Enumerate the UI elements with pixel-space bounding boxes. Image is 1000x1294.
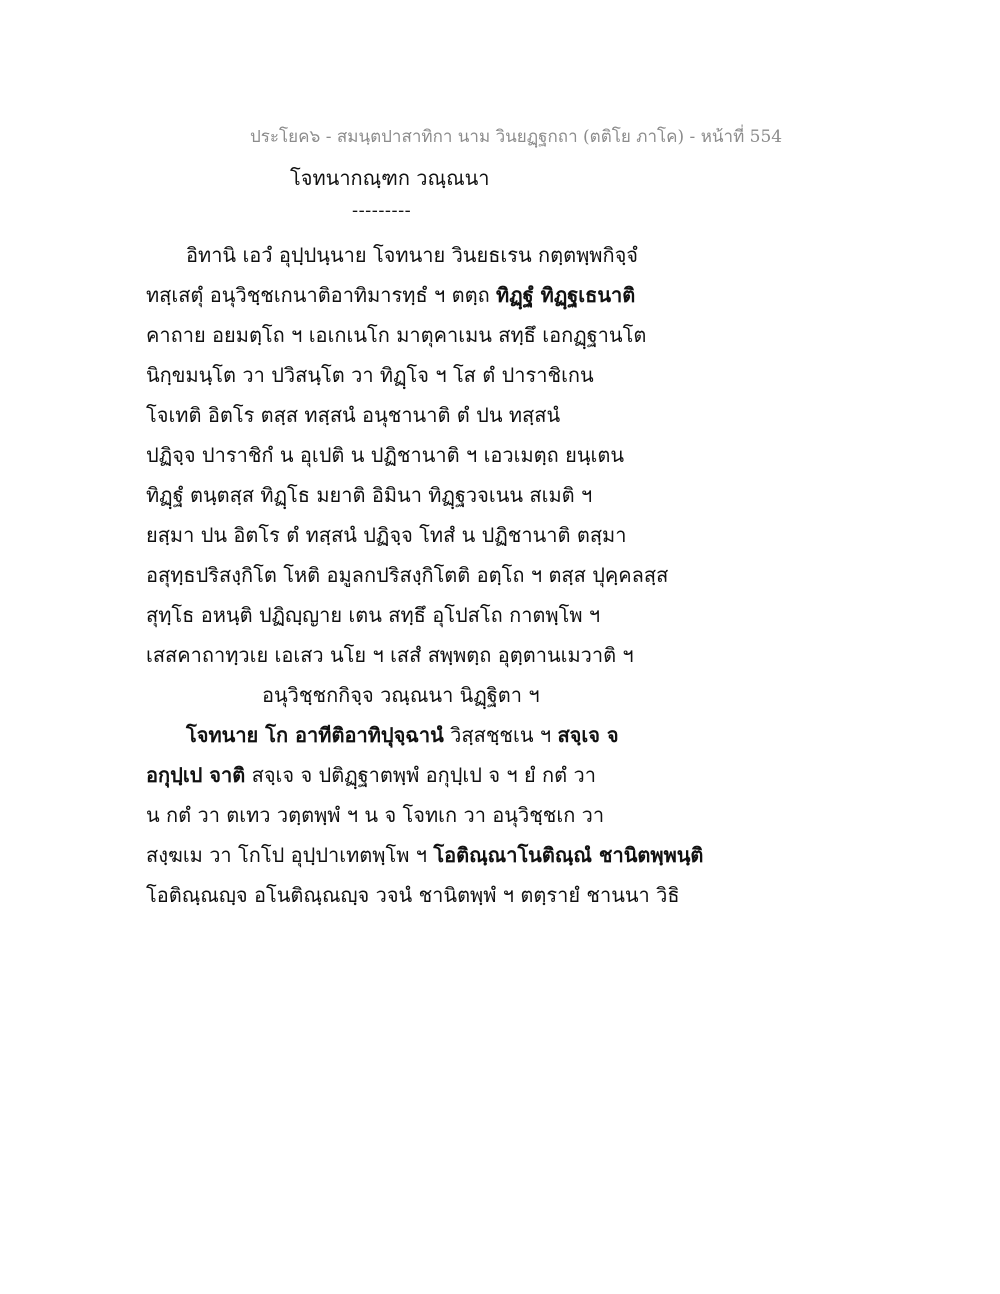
section-divider: --------- xyxy=(352,200,412,221)
bold-term: สจฺเจ จ xyxy=(557,723,619,747)
text-line: เสสคาถาทฺวเย เอเสว นโย ฯ เสสํ สพฺพตฺถ อุตฺตานเมวาติ ฯ xyxy=(146,643,634,667)
text-line: ทิฏฺฐํ ตนฺตสฺส ทิฏฺโธ มยาติ อิมินา ทิฏฺฐวจเนน สเมติ ฯ xyxy=(146,483,593,507)
text-line: สงฺฆเม วา โกโป อุปฺปาเทตพฺโพ ฯ โอติณฺณาโนติณฺณํ ชานิตพฺพนฺติ xyxy=(146,843,704,867)
text-line: ปฏิจฺจ ปาราชิกํ น อุเปติ น ปฏิชานาติ ฯ เอวเมตฺถ ยนฺเตน xyxy=(146,443,625,467)
bold-term: ทิฏฺฐํ ทิฏฺฐเธนาติ xyxy=(496,283,636,307)
text-line: โจทนาย โก อาทีติอาทิปุจฺฉานํ วิสฺสชฺชเน ฯ สจฺเจ จ xyxy=(186,723,619,747)
section-end-line: อนุวิชฺชกกิจฺจ วณฺณนา นิฏฺฐิตา ฯ xyxy=(262,683,540,707)
text-line: โอติณฺณญฺจ อโนติณฺณญฺจ วจนํ ชานิตพฺพํ ฯ ตตฺรายํ ชานนา วิธิ xyxy=(146,883,680,907)
page-header: ประโยค๖ - สมนฺตปาสาทิกา นาม วินยฏฺฐกถา (ตติโย ภาโค) - หน้าที่ 554 xyxy=(250,127,783,147)
text-line: นิกฺขมนฺโต วา ปวิสนฺโต วา ทิฏฺโจ ฯ โส ตํ ปาราชิเกน xyxy=(146,363,594,387)
bold-term: โอติณฺณาโนติณฺณํ ชานิตพฺพนฺติ xyxy=(433,843,704,867)
bold-term: อกุปฺเป จาติ xyxy=(146,763,246,787)
text-line: ยสฺมา ปน อิตโร ตํ ทสฺสนํ ปฏิจฺจ โทสํ น ปฏิชานาติ ตสฺมา xyxy=(146,523,627,547)
text-line: อสุทฺธปริสงฺกิโต โหติ อมูลกปริสงฺกิโตติ อตฺโถ ฯ ตสฺส ปุคฺคลสฺส xyxy=(146,563,669,587)
text-line: โจเทติ อิตโร ตสฺส ทสฺสนํ อนุชานาติ ตํ ปน ทสฺสนํ xyxy=(146,403,561,427)
bold-term: โจทนาย โก อาทีติอาทิปุจฺฉานํ xyxy=(186,723,444,747)
text-line: น กตํ วา ตเทว วตฺตพฺพํ ฯ น จ โจทเก วา อนุวิชฺชเก วา xyxy=(146,803,605,827)
section-title: โจทนากณฺฑก วณฺณนา xyxy=(290,166,490,190)
text-line: อิทานิ เอวํ อุปฺปนฺนาย โจทนาย วินยธเรน กตฺตพฺพกิจฺจํ xyxy=(186,243,639,267)
text-line: ทสฺเสตุํ อนุวิชฺชเกนาติอาทิมารทฺธํ ฯ ตตฺถ ทิฏฺฐํ ทิฏฺฐเธนาติ xyxy=(146,283,636,307)
text-line: สุทฺโธ อหนฺติ ปฏิญฺญาย เตน สทฺธึ อุโปสโถ กาตพฺโพ ฯ xyxy=(146,603,601,627)
text-line: คาถาย อยมตฺโถ ฯ เอเกเนโก มาตุคาเมน สทฺธึ เอกฏฺฐานโต xyxy=(146,323,647,347)
text-line: อกุปฺเป จาติ สจฺเจ จ ปติฏฺฐาตพฺพํ อกุปฺเป จ ฯ ยํ กตํ วา xyxy=(146,763,596,787)
